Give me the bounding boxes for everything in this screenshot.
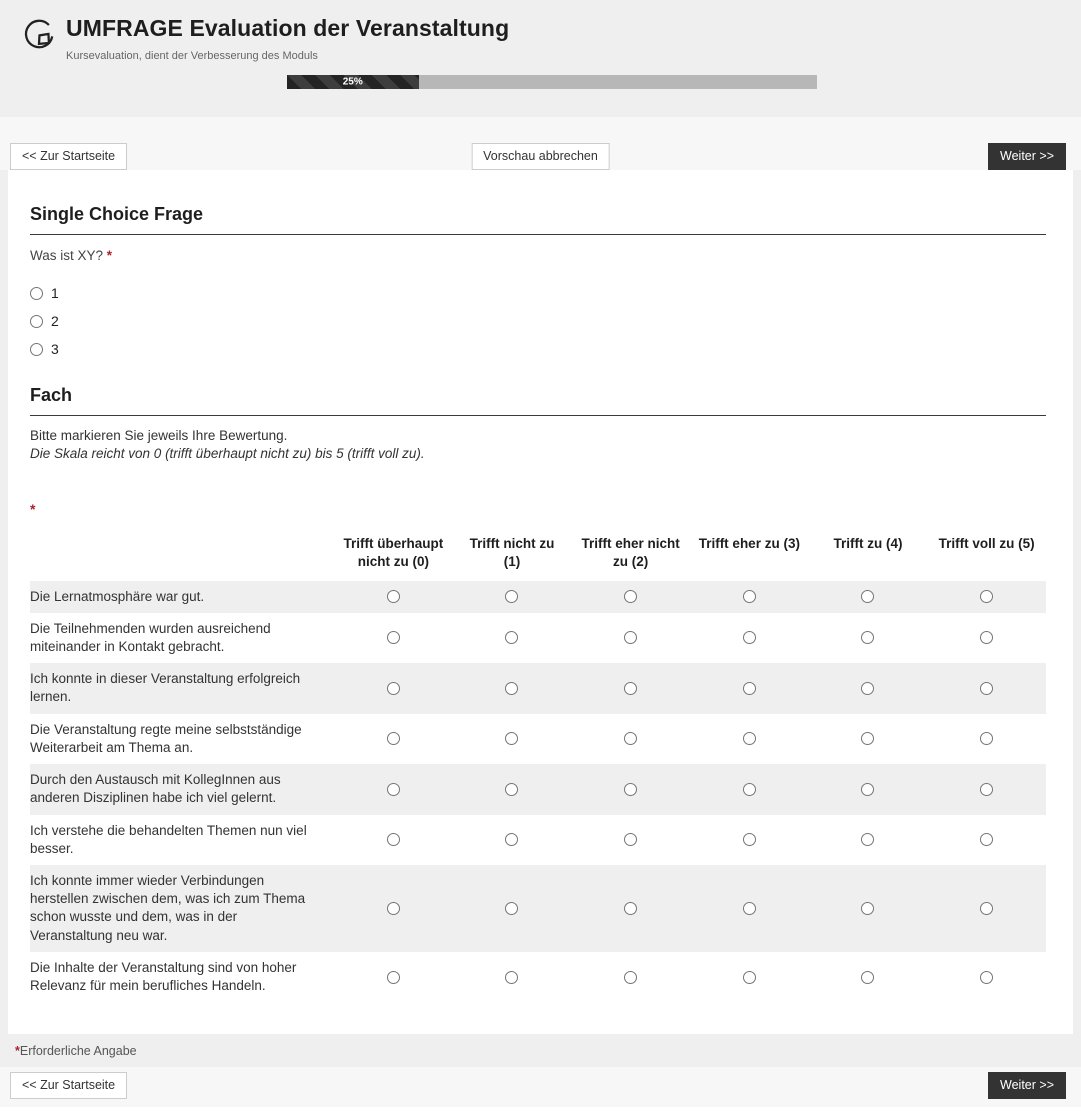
matrix-radio[interactable] xyxy=(980,971,993,984)
matrix-radio[interactable] xyxy=(743,783,756,796)
matrix-row xyxy=(30,865,1046,952)
matrix-scale-note: Die Skala reicht von 0 (trifft überhaupt nicht zu) bis 5 (trifft voll zu). xyxy=(30,446,425,462)
radio-option-2[interactable] xyxy=(30,307,1046,335)
matrix-column-header: Trifft eher nicht zu (2) xyxy=(581,536,680,569)
radio-option-3[interactable] xyxy=(30,335,1046,363)
matrix-column-header: Trifft überhaupt nicht zu (0) xyxy=(343,536,444,569)
matrix-radio[interactable] xyxy=(861,631,874,644)
matrix-row-label: Durch den Austausch mit KollegInnen aus anderen Disziplinen habe ich viel gelernt. xyxy=(30,772,281,806)
matrix-radio[interactable] xyxy=(387,833,400,846)
single-choice-options xyxy=(30,279,1046,363)
matrix-row xyxy=(30,764,1046,814)
matrix-radio[interactable] xyxy=(861,902,874,915)
matrix-radio[interactable] xyxy=(505,682,518,695)
matrix-radio[interactable] xyxy=(980,833,993,846)
section-title-fach: Fach xyxy=(30,385,1046,416)
matrix-radio[interactable] xyxy=(505,732,518,745)
page-title: UMFRAGE Evaluation der Veranstaltung xyxy=(66,15,510,41)
matrix-column-header: Trifft zu (4) xyxy=(833,536,903,552)
matrix-radio[interactable] xyxy=(743,902,756,915)
matrix-row xyxy=(30,581,1046,613)
radio-button-icon[interactable] xyxy=(30,287,43,300)
radio-option-1[interactable] xyxy=(30,279,1046,307)
matrix-radio[interactable] xyxy=(387,590,400,603)
single-choice-question xyxy=(30,248,1046,263)
matrix-radio[interactable] xyxy=(624,682,637,695)
matrix-radio[interactable] xyxy=(505,631,518,644)
next-button-top[interactable]: Weiter >> xyxy=(988,143,1066,170)
matrix-radio[interactable] xyxy=(387,971,400,984)
matrix-radio[interactable] xyxy=(624,590,637,603)
matrix-row-label: Die Inhalte der Veranstaltung sind von hoher Relevanz für mein berufliches Handeln. xyxy=(30,959,297,994)
progress-bar xyxy=(287,75,817,89)
matrix-radio[interactable] xyxy=(980,732,993,745)
matrix-row xyxy=(30,613,1046,663)
matrix-radio[interactable] xyxy=(505,833,518,846)
progress-percent-label: 25% xyxy=(342,76,363,88)
required-note xyxy=(0,1034,1081,1067)
survey-page-card xyxy=(8,170,1073,1034)
matrix-radio[interactable] xyxy=(980,590,993,603)
matrix-radio[interactable] xyxy=(743,590,756,603)
matrix-radio[interactable] xyxy=(624,783,637,796)
matrix-radio[interactable] xyxy=(387,902,400,915)
matrix-radio[interactable] xyxy=(743,833,756,846)
matrix-question-table xyxy=(30,529,1046,1002)
survey-logo-icon xyxy=(22,17,56,51)
matrix-radio[interactable] xyxy=(861,682,874,695)
matrix-radio[interactable] xyxy=(624,833,637,846)
matrix-radio[interactable] xyxy=(505,902,518,915)
matrix-radio[interactable] xyxy=(980,783,993,796)
required-asterisk: * xyxy=(15,1044,20,1059)
matrix-radio[interactable] xyxy=(861,971,874,984)
matrix-column-header: Trifft nicht zu (1) xyxy=(469,536,555,569)
matrix-radio[interactable] xyxy=(624,902,637,915)
survey-header xyxy=(0,0,1081,117)
matrix-radio[interactable] xyxy=(743,732,756,745)
matrix-row-label: Ich konnte immer wieder Verbindungen herstellen zwischen dem, was ich zum Thema schon wusste und dem, was in der Veranstaltung neu war. xyxy=(30,872,306,943)
matrix-row-label: Die Teilnehmenden wurden ausreichend miteinander in Kontakt gebracht. xyxy=(30,620,271,654)
matrix-radio[interactable] xyxy=(505,971,518,984)
matrix-radio[interactable] xyxy=(980,682,993,695)
matrix-row-label: Ich verstehe die behandelten Themen nun viel besser. xyxy=(30,822,307,856)
matrix-radio[interactable] xyxy=(861,833,874,846)
matrix-radio[interactable] xyxy=(861,732,874,745)
matrix-radio[interactable] xyxy=(980,631,993,644)
matrix-column-header: Trifft voll zu (5) xyxy=(938,536,1035,552)
matrix-radio[interactable] xyxy=(387,783,400,796)
matrix-radio[interactable] xyxy=(624,971,637,984)
matrix-radio[interactable] xyxy=(624,631,637,644)
matrix-radio[interactable] xyxy=(387,682,400,695)
back-to-start-button-top[interactable]: << Zur Startseite xyxy=(10,143,127,170)
matrix-radio[interactable] xyxy=(387,631,400,644)
matrix-header-row xyxy=(30,529,1046,580)
matrix-row xyxy=(30,952,1046,1002)
back-to-start-button-bottom[interactable]: << Zur Startseite xyxy=(10,1072,127,1099)
matrix-radio[interactable] xyxy=(624,732,637,745)
question-text: Was ist XY? xyxy=(30,248,104,263)
matrix-row xyxy=(30,663,1046,713)
matrix-row-label: Ich konnte in dieser Veranstaltung erfolgreich lernen. xyxy=(30,671,301,705)
matrix-row xyxy=(30,815,1046,865)
matrix-instruction: Bitte markieren Sie jeweils Ihre Bewertung. xyxy=(30,428,288,443)
bottom-nav-bar xyxy=(0,1067,1081,1107)
next-button-bottom[interactable]: Weiter >> xyxy=(988,1072,1066,1099)
required-asterisk: * xyxy=(106,248,113,263)
matrix-row-label: Die Lernatmosphäre war gut. xyxy=(30,588,205,604)
matrix-row-label: Die Veranstaltung regte meine selbstständige Weiterarbeit am Thema an. xyxy=(30,721,302,755)
page-bottom-spacer xyxy=(0,1107,1081,1114)
matrix-radio[interactable] xyxy=(861,590,874,603)
matrix-radio[interactable] xyxy=(743,971,756,984)
matrix-corner-cell xyxy=(30,535,334,570)
matrix-radio[interactable] xyxy=(743,682,756,695)
matrix-radio[interactable] xyxy=(980,902,993,915)
option-label: 2 xyxy=(51,313,59,329)
option-label: 1 xyxy=(51,285,59,301)
matrix-radio[interactable] xyxy=(743,631,756,644)
matrix-radio[interactable] xyxy=(861,783,874,796)
matrix-radio[interactable] xyxy=(387,732,400,745)
section-title-single-choice: Single Choice Frage xyxy=(30,204,1046,235)
matrix-column-header: Trifft eher zu (3) xyxy=(698,536,800,552)
option-label: 3 xyxy=(51,341,59,357)
radio-button-icon[interactable] xyxy=(30,343,43,356)
matrix-radio[interactable] xyxy=(505,590,518,603)
top-nav-bar xyxy=(0,117,1081,170)
matrix-radio[interactable] xyxy=(505,783,518,796)
progress-bar-fill xyxy=(287,75,420,89)
matrix-row xyxy=(30,714,1046,764)
required-asterisk: * xyxy=(30,501,36,518)
page-subtitle: Kursevaluation, dient der Verbesserung des Moduls xyxy=(66,49,318,62)
required-note-text: Erforderliche Angabe xyxy=(19,1044,137,1059)
radio-button-icon[interactable] xyxy=(30,315,43,328)
cancel-preview-button[interactable]: Vorschau abbrechen xyxy=(471,143,610,170)
